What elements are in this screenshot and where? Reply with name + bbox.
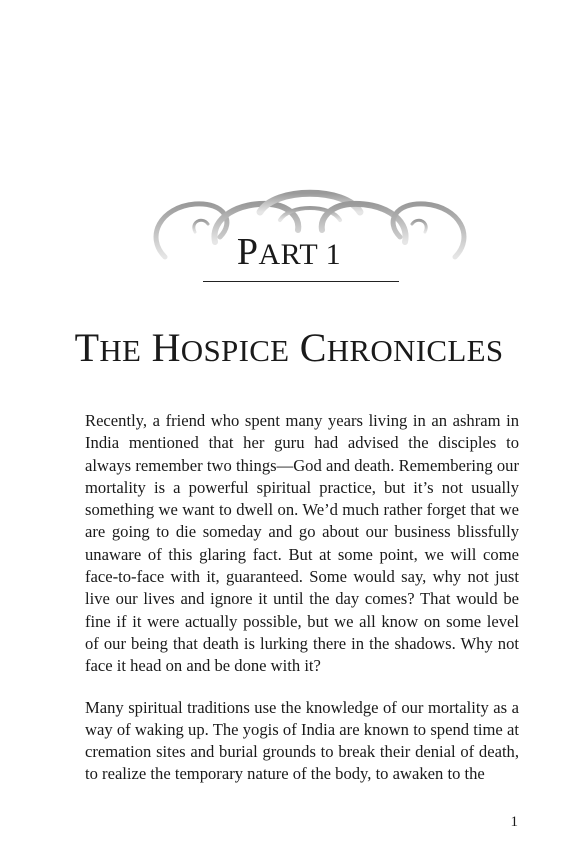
title-word1-initial: T [74, 325, 100, 370]
part-heading-rest: ART 1 [258, 238, 342, 271]
title-word3-initial: C [299, 325, 327, 370]
chapter-title [0, 320, 578, 379]
title-word2-initial: H [151, 325, 181, 370]
part-heading-underline [203, 281, 399, 282]
paragraph-1: Recently, a friend who spent many years living in an ashram in India mentioned that her guru had advised the disciples to always remember two things—God and death. Remembering our mortality is a powerful spiritual practice, but it’s not usually something we want to dwell on. We’d much rather forget that we are going to die someday and go about our business blissfully unaware of this glaring fact. But at some point, we will come face-to-face with it, guaranteed. Some would say, why not just live our lives and ignore it until the day comes? That would be fine if it were actually possible, but we all know on some level of our being that death is lurking there in the shadows. Why not face it head on and be done with it? [85, 411, 519, 676]
body-text [85, 410, 519, 786]
title-word3-rest: HRONICLES [326, 333, 504, 368]
title-word2-rest: OSPICE [180, 333, 290, 368]
part-heading [0, 226, 578, 281]
paragraph-2: Many spiritual traditions use the knowledge of our mortality as a way of waking up. The yogis of India are known to spend time at cremation sites and burial grounds to break their denial of death, to realize the temporary nature of the body, to awaken to the [85, 697, 519, 784]
page-number: 1 [510, 814, 518, 830]
title-word1-rest: HE [99, 333, 142, 368]
part-heading-initial: P [236, 231, 259, 273]
